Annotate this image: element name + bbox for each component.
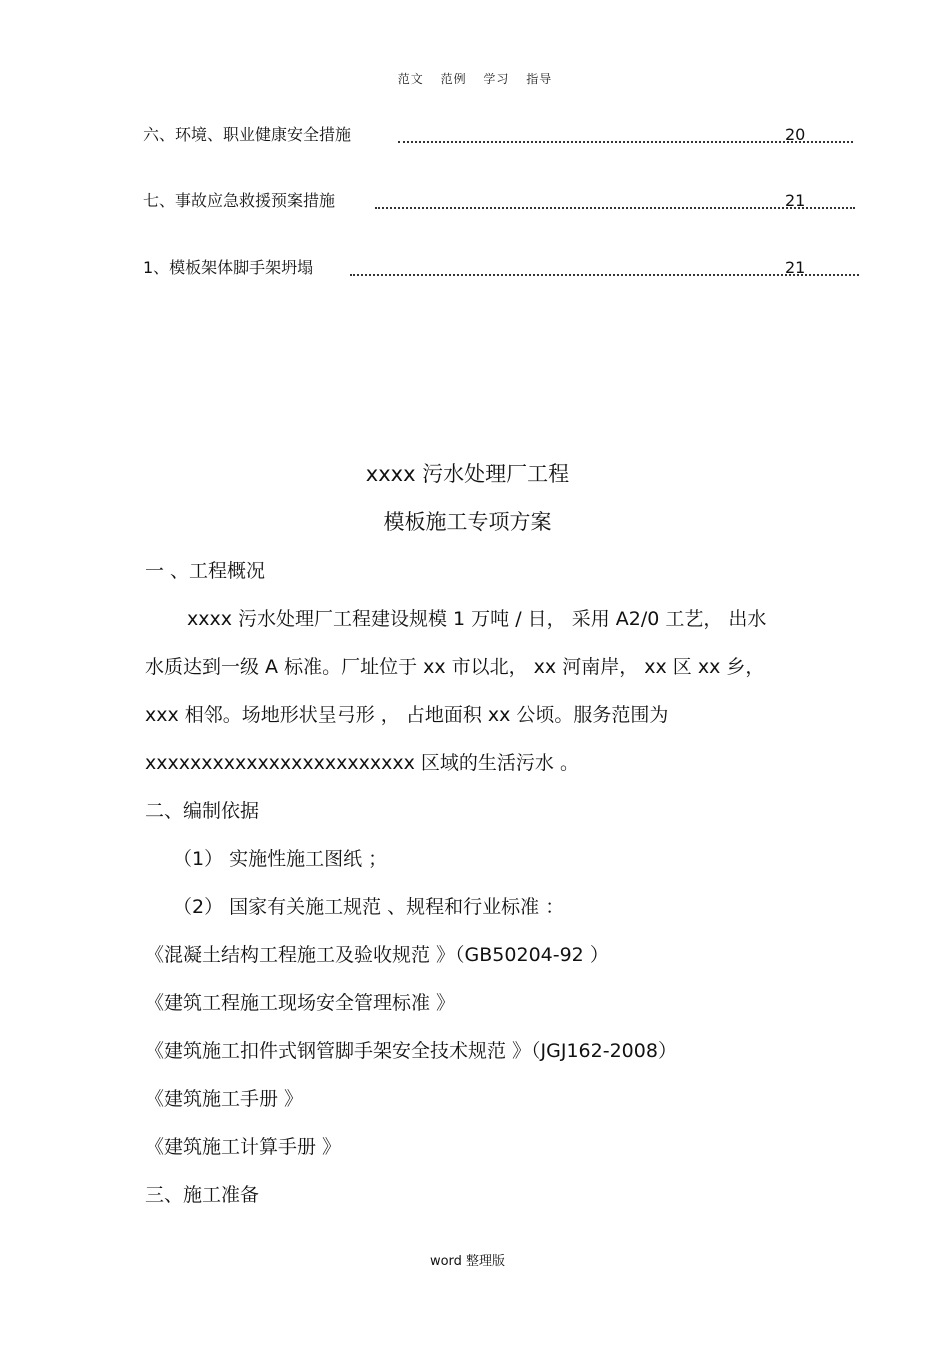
section-heading: 三、施工准备 [145, 1184, 260, 1206]
header-item: 范文 [397, 72, 424, 86]
toc-entry-title: 六、环境、职业健康安全措施 [143, 125, 352, 144]
list-item: （2） 国家有关施工规范 、规程和行业标准 ： [173, 896, 565, 918]
toc-entry[interactable] [143, 256, 861, 280]
toc-entry-title: 七、事故应急救援预案措施 [143, 191, 336, 210]
paragraph-line: xxx 相邻。场地形状呈弓形 ， 占地面积 xx 公顷。服务范围为 [145, 704, 669, 726]
reference-item: 《建筑施工扣件式钢管脚手架安全技术规范 》（JGJ162-2008） [145, 1040, 677, 1062]
toc-entry-page: 21 [785, 258, 806, 277]
reference-item: 《建筑施工手册 》 [145, 1088, 304, 1110]
list-item: （1） 实施性施工图纸 ； [173, 848, 388, 870]
toc-leader-dots [375, 193, 855, 209]
page-header [0, 70, 950, 87]
toc-entry-title: 1、模板架体脚手架坍塌 [143, 258, 314, 277]
paragraph-line: 水质达到一级 A 标准。厂址位于 xx 市以北， xx 河南岸， xx 区 xx 乡， [145, 656, 765, 678]
reference-item: 《混凝土结构工程施工及验收规范 》（GB50204-92 ） [145, 944, 609, 966]
toc-entry[interactable] [143, 123, 855, 147]
paragraph-line: xxxxxxxxxxxxxxxxxxxxxxxx 区域的生活污水 。 [145, 752, 579, 774]
page-footer: word 整理版 [429, 1254, 506, 1269]
document-subtitle: 模板施工专项方案 [383, 510, 552, 534]
section-heading: 二、编制依据 [145, 800, 260, 822]
toc-entry-page: 20 [785, 125, 806, 144]
header-item: 指导 [526, 72, 553, 86]
reference-item: 《建筑工程施工现场安全管理标准 》 [145, 992, 456, 1014]
header-item: 范例 [440, 72, 467, 86]
header-item: 学习 [483, 72, 510, 86]
section-heading: 一 、工程概况 [145, 560, 266, 582]
reference-item: 《建筑施工计算手册 》 [145, 1136, 342, 1158]
toc-leader-dots [350, 260, 859, 276]
toc-entry[interactable] [143, 189, 857, 213]
document-title: xxxx 污水处理厂工程 [365, 462, 570, 486]
paragraph-line: xxxx 污水处理厂工程建设规模 1 万吨 / 日， 采用 A2/0 工艺， 出水 [187, 608, 767, 630]
toc-entry-page: 21 [785, 191, 806, 210]
